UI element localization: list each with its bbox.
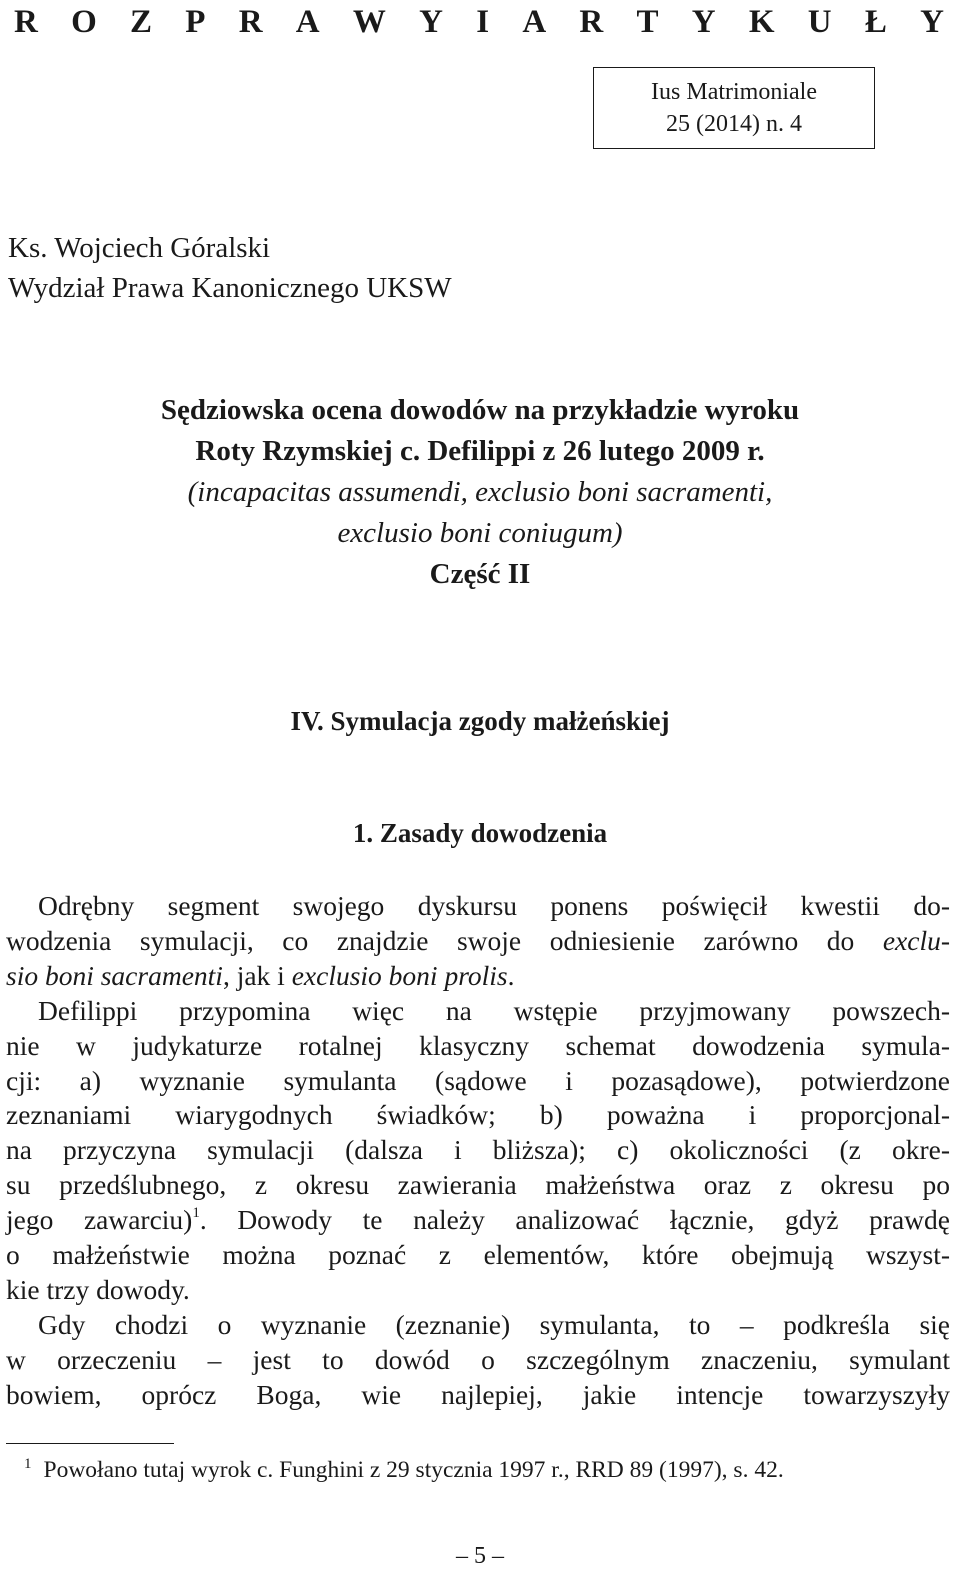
text-line: na przyczyna symulacji (dalsza i bliższa); c) okoliczności (z okre- xyxy=(6,1134,950,1166)
footnote-text: Powołano tutaj wyrok c. Funghini z 29 stycznia 1997 r., RRD 89 (1997), s. 42. xyxy=(43,1457,784,1483)
text-line: su przedślubnego, z okresu zawierania małżeństwa oraz z okresu po xyxy=(6,1169,950,1201)
title-subtitle: exclusio boni coniugum) xyxy=(337,517,623,549)
footnote-divider xyxy=(6,1443,174,1444)
text-line: w orzeczeniu – jest to dowód o szczególnym znaczeniu, symulant xyxy=(6,1343,950,1375)
text-run: . xyxy=(507,959,515,991)
text-line xyxy=(6,924,950,959)
author-affiliation: Wydział Prawa Kanonicznego UKSW xyxy=(8,272,452,304)
section-letter: K xyxy=(748,4,775,40)
section-letter: R xyxy=(579,4,604,40)
text-line xyxy=(6,959,950,994)
text-run: wodzenia symulacji, co znajdzie swoje odniesienie zarówno do xyxy=(6,924,883,956)
text-line: cji: a) wyznanie symulanta (sądowe i pozasądowe), potwierdzone xyxy=(6,1064,950,1096)
title-line: Sędziowska ocena dowodów na przykładzie wyroku xyxy=(160,394,800,426)
body-text xyxy=(6,889,950,1413)
text-line: bowiem, oprócz Boga, wie najlepiej, jakie intencje towarzyszyły xyxy=(6,1378,950,1410)
section-letter: I xyxy=(476,4,490,40)
latin-term: exclu- xyxy=(882,924,950,956)
page-number: – 5 – xyxy=(456,1543,504,1569)
section-letter: R xyxy=(238,4,263,40)
footnote-number: 1 xyxy=(24,1456,32,1472)
section-letter: Z xyxy=(130,4,153,40)
footnote xyxy=(6,1448,950,1486)
footnote-ref[interactable]: 1 xyxy=(192,1205,200,1222)
text-line: Defilippi przypomina więc na wstępie przyjmowany powszech- xyxy=(38,994,950,1026)
author-name: Ks. Wojciech Góralski xyxy=(8,232,271,264)
section-letter: Y xyxy=(419,4,443,40)
title-subtitle: (incapacitas assumendi, exclusio boni sacramenti, xyxy=(187,476,773,508)
section-header xyxy=(14,2,944,42)
section-letter: A xyxy=(295,4,320,40)
latin-term: exclusio boni prolis xyxy=(291,959,508,991)
section-letter: A xyxy=(522,4,547,40)
text-line: nie w judykaturze rotalnej klasyczny schemat dowodzenia symula- xyxy=(6,1029,950,1061)
section-letter: Ł xyxy=(864,4,887,40)
subsection-heading: 1. Zasady dowodzenia xyxy=(352,818,608,848)
journal-name: Ius Matrimoniale xyxy=(651,79,817,105)
section-letter: Y xyxy=(920,4,944,40)
text-line: zeznaniami wiarygodnych świadków; b) poważna i proporcjonal- xyxy=(6,1099,950,1131)
title-part: Część II xyxy=(429,558,531,590)
text-run: jego zawarciu) xyxy=(6,1204,193,1236)
latin-term: sio boni sacramenti xyxy=(6,959,223,991)
section-letter: U xyxy=(807,4,832,40)
text-run: , jak i xyxy=(222,959,292,991)
section-letter: Y xyxy=(691,4,716,40)
section-letter: R xyxy=(14,4,38,40)
author-block xyxy=(8,228,452,308)
chapter-heading: IV. Symulacja zgody małżeńskiej xyxy=(290,706,670,736)
text-line: o małżeństwie można poznać z elementów, które obejmują wszyst- xyxy=(6,1239,950,1271)
section-letter: O xyxy=(71,4,97,40)
text-line: Gdy chodzi o wyznanie (zeznanie) symulanta, to – podkreśla się xyxy=(38,1308,950,1340)
text-line xyxy=(6,1203,950,1238)
text-line: Odrębny segment swojego dyskursu ponens poświęcił kwestii do- xyxy=(38,890,950,921)
journal-info-box xyxy=(593,67,875,149)
section-letter: P xyxy=(185,4,206,40)
journal-issue: 25 (2014) n. 4 xyxy=(666,111,802,137)
text-line: kie trzy dowody. xyxy=(6,1273,190,1305)
section-letter: W xyxy=(352,4,386,40)
title-line: Roty Rzymskiej c. Defilippi z 26 lutego 2009 r. xyxy=(195,435,765,467)
text-run: . Dowody te należy analizować łącznie, gdyż prawdę xyxy=(199,1204,950,1236)
article-title xyxy=(0,390,960,595)
section-letter: T xyxy=(636,4,659,40)
